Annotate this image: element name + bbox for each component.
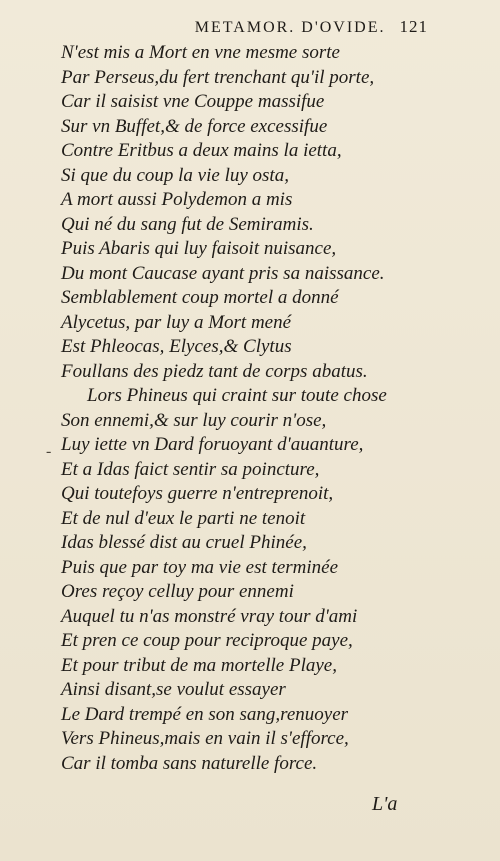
running-title: METAMOR. D'OVIDE.: [194, 19, 386, 36]
catchword: L'a: [372, 793, 398, 815]
verse-line: Et pren ce coup pour reciproque paye,: [61, 630, 353, 651]
verse-line: Car il tomba sans naturelle force.: [61, 752, 318, 774]
verse-line: Et a Idas faict sentir sa poincture,: [61, 458, 320, 480]
verse-line: Foullans des piedz tant de corps abatus.: [61, 360, 368, 382]
verse-line: Puis Abaris qui luy faisoit nuisance,: [61, 238, 337, 259]
verse-line: Qui toutefoys guerre n'entreprenoit,: [61, 483, 334, 504]
verse-line: Sur vn Buffet,& de force excessifue: [61, 115, 328, 137]
verse-line: Et pour tribut de ma mortelle Playe,: [61, 654, 337, 676]
verse-line: Est Phleocas, Elyces,& Clytus: [61, 336, 292, 357]
verse-line: Ores reçoy celluy pour ennemi: [61, 581, 294, 602]
verse-line: Vers Phineus,mais en vain il s'efforce,: [61, 728, 349, 749]
verse-line: Luy iette vn Dard foruoyant d'auanture,: [61, 434, 364, 455]
verse-line: Si que du coup la vie luy osta,: [61, 164, 289, 186]
verse-line: A mort aussi Polydemon a mis: [61, 189, 293, 210]
verse-line: Son ennemi,& sur luy courir n'ose,: [61, 409, 327, 431]
verse-line: Idas blessé dist au cruel Phinée,: [61, 532, 307, 553]
margin-mark: -: [46, 443, 52, 460]
verse-line: Lors Phineus qui craint sur toute chose: [87, 385, 387, 406]
verse-line: Contre Eritbus a deux mains la ietta,: [61, 140, 342, 161]
verse-line: Auquel tu n'as monstré vray tour d'ami: [61, 605, 358, 627]
verse-line: Ainsi disant,se voulut essayer: [61, 679, 286, 700]
verse-line: Car il saisist vne Couppe massifue: [61, 91, 325, 112]
page-number: 121: [399, 17, 428, 36]
verse-line: Alycetus, par luy a Mort mené: [61, 311, 292, 333]
verse-line: Le Dard trempé en son sang,renuoyer: [61, 703, 349, 725]
verse-line: Puis que par toy ma vie est terminée: [61, 556, 339, 578]
verse-line: Semblablement coup mortel a donné: [61, 287, 339, 308]
verse-text-block: [61, 41, 421, 776]
verse-line: Par Perseus,du fert trenchant qu'il porte,: [61, 66, 375, 88]
verse-line: Du mont Caucase ayant pris sa naissance.: [61, 262, 385, 284]
verse-line: Et de nul d'eux le parti ne tenoit: [61, 507, 306, 529]
verse-line: Qui né du sang fut de Semiramis.: [61, 213, 314, 235]
verse-line: N'est mis a Mort en vne mesme sorte: [61, 42, 340, 63]
page-header: [84, 17, 428, 37]
